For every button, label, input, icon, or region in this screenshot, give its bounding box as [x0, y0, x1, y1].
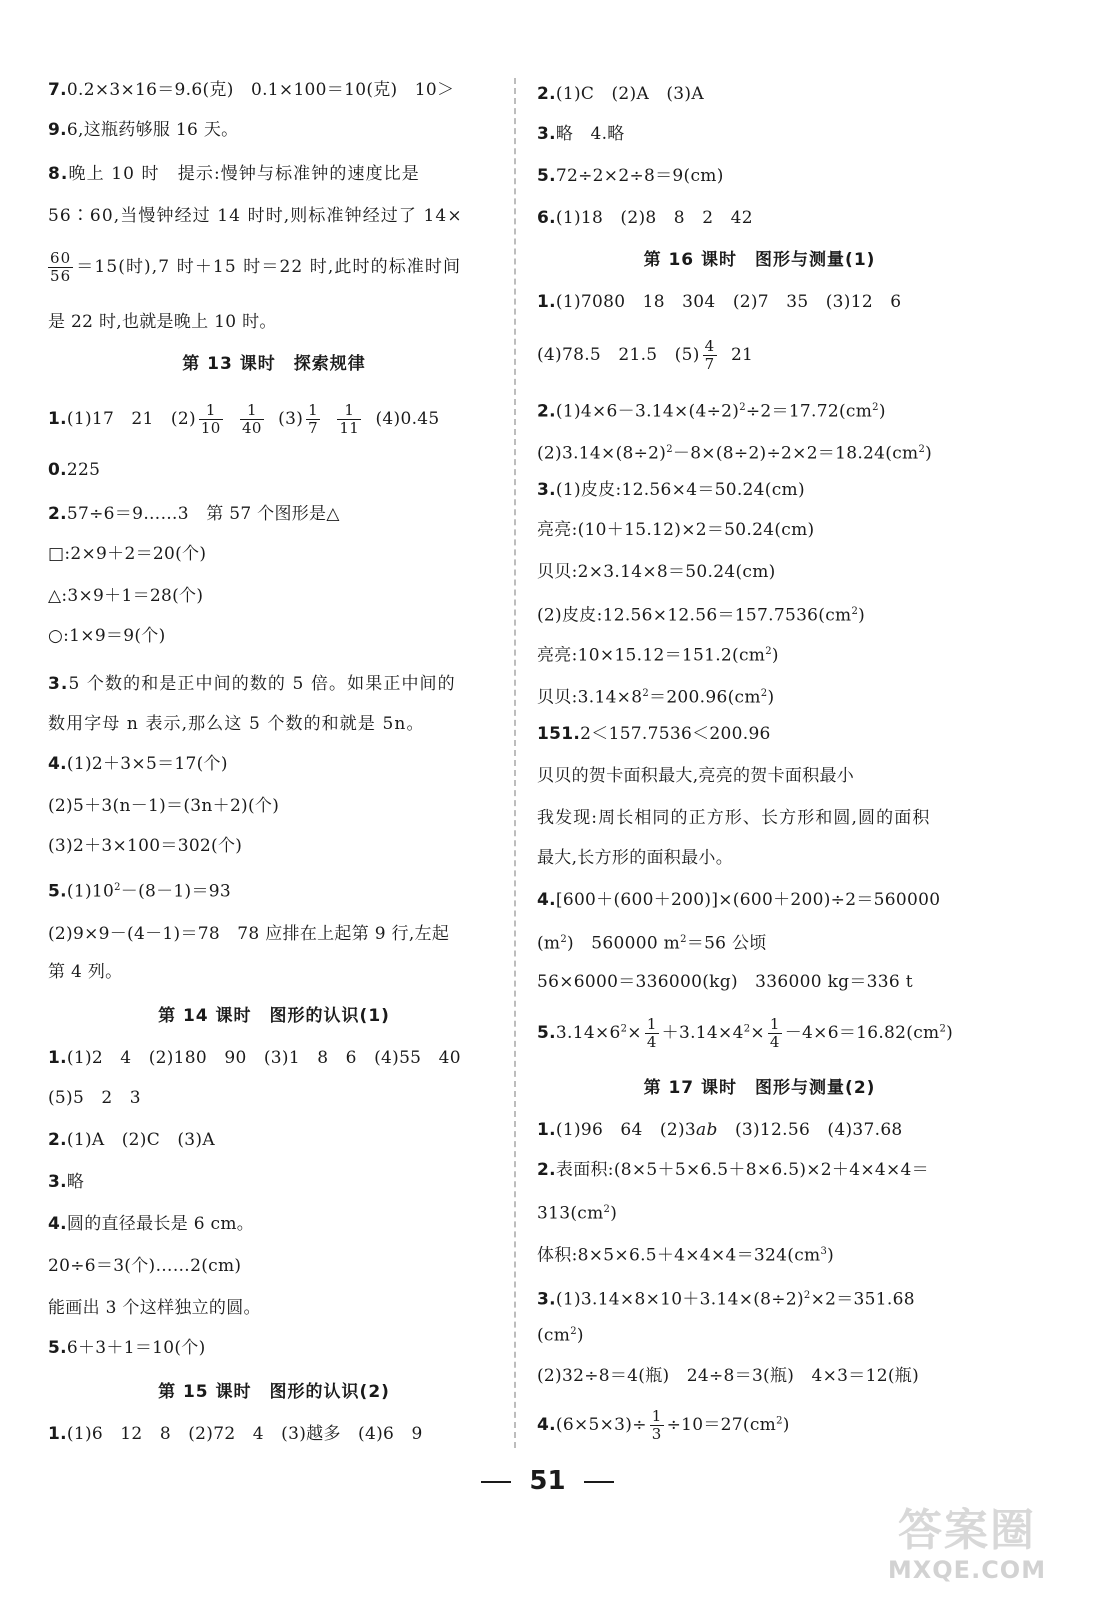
- fraction: $\frac{1}{10}$: [200, 401, 221, 437]
- s17-answer-1: 1.(1)96 64 (2)3ab (3)12.56 (4)37.68: [537, 1120, 903, 1140]
- s16-answer-3-line-1: 3.(1)皮皮:12.56×4＝50.24(cm): [537, 480, 805, 500]
- answer-1-line-1: 1.(1)17 21 (2) $\frac{1}{10}$ $\frac{1}{40}$ (3) $\frac{1}{7}$ $\frac{1}{11}$ (4)0.45: [48, 401, 440, 437]
- section-heading-13: 第 13 课时 探索规律: [182, 354, 366, 374]
- answer-8-line-3: $\frac{60}{56}$ ＝15(时),7 时＋15 时＝22 时,此时的标准时间: [50, 249, 462, 285]
- fraction: $\frac{1}{4}$: [769, 1015, 780, 1051]
- s16-answer-3-line-9: 我发现:周长相同的正方形、长方形和圆,圆的面积: [537, 808, 931, 828]
- fraction: $\frac{1}{11}$: [339, 401, 360, 437]
- fraction: $\frac{4}{7}$: [704, 337, 715, 373]
- s14-answer-2: 2.(1)A (2)C (3)A: [48, 1130, 215, 1150]
- s17-answer-2-line-1: 2.表面积:(8×5＋5×6.5＋8×6.5)×2＋4×4×4＝: [537, 1160, 929, 1180]
- s16-answer-2-line-1: $2.(1)4\times 6-3.14\times(4\div 2)^2\div 2=17.72(cm^2)$: [537, 401, 886, 422]
- answer-4-line-1: 4.(1)2＋3×5＝17(个): [48, 754, 228, 774]
- answer-8-line-2: 56∶60,当慢钟经过 14 时时,则标准钟经过了 14×: [48, 206, 463, 226]
- s14-answer-4-line-1: 4.圆的直径最长是 6 cm。: [48, 1214, 255, 1234]
- page-number: 51: [0, 1466, 1095, 1496]
- answer-8-line-1: 8.晚上 10 时 提示:慢钟与标准钟的速度比是: [48, 164, 420, 184]
- s16-answer-3-line-3: 贝贝:2×3.14×8＝50.24(cm): [537, 562, 776, 582]
- s16-answer-4-line-3: 56×6000＝336000(kg) 336000 kg＝336 t: [537, 972, 913, 992]
- answer-5-line-2: (2)9×9－(4－1)＝78 78 应排在上起第 9 行,左起: [48, 924, 450, 944]
- section-heading-15: 第 15 课时 图形的认识(2): [158, 1382, 390, 1402]
- s16-answer-1-line-1: 1.(1)7080 18 304 (2)7 35 (3)12 6: [537, 292, 902, 312]
- answer-4-line-3: (3)2＋3×100＝302(个): [48, 836, 243, 856]
- fraction: $\frac{1}{40}$: [242, 401, 262, 437]
- s17-answer-4: 4.(6×5×3)÷ $\frac{1}{3}$ $\div 10=27(cm^2)$: [537, 1407, 790, 1443]
- s17-answer-3-line-2: $(cm^2)$: [537, 1325, 584, 1346]
- section-heading-14: 第 14 课时 图形的认识(1): [158, 1006, 390, 1026]
- s15-answer-2: 2.(1)C (2)A (3)A: [537, 84, 704, 104]
- answer-3-line-2: 数用字母 n 表示,那么这 5 个数的和就是 5n。: [48, 714, 425, 734]
- s16-answer-3-line-7: 151.2＜157.7536＜200.96: [537, 724, 771, 744]
- s14-answer-1-line-1: 1.(1)2 4 (2)180 90 (3)1 8 6 (4)55 40: [48, 1048, 461, 1068]
- s16-answer-3-line-6: 贝贝$:3.14\times 8^2=200.96(cm^2)$: [537, 687, 775, 708]
- answer-5-line-3: 第 4 列。: [48, 962, 123, 982]
- s16-answer-3-line-5: 亮亮$:10\times 15.12=151.2(cm^2)$: [537, 645, 779, 666]
- s16-answer-3-line-4: (2)皮皮$:12.56\times 12.56=157.7536(cm^2)$: [537, 605, 866, 626]
- column-divider: [514, 78, 516, 1448]
- answer-1-line-2: 0.225: [48, 460, 101, 480]
- s14-answer-3: 3.略: [48, 1172, 85, 1192]
- s16-answer-3-line-8: 贝贝的贺卡面积最大,亮亮的贺卡面积最小: [537, 766, 855, 786]
- s16-answer-3-line-10: 最大,长方形的面积最小。: [537, 848, 734, 868]
- fraction: $\frac{1}{7}$: [308, 401, 318, 437]
- s15-answer-3-4: 3.略 4.略: [537, 124, 625, 144]
- section-heading-17: 第 17 课时 图形与测量(2): [643, 1078, 876, 1098]
- answer-7-line-1: 7.0.2×3×16＝9.6(克) 0.1×100＝10(克) 10＞: [48, 80, 455, 100]
- s16-answer-3-line-2: 亮亮:(10＋15.12)×2＝50.24(cm): [537, 520, 815, 540]
- section-heading-16: 第 16 课时 图形与测量(1): [643, 250, 876, 270]
- s16-answer-1-line-2: (4)78.5 21.5 (5) $\frac{4}{7}$ 21: [537, 337, 754, 373]
- answer-2-line-1: 2.57÷6＝9……3 第 57 个图形是△: [48, 504, 340, 524]
- answer-2-line-4: ○:1×9＝9(个): [48, 626, 166, 646]
- fraction: $\frac{1}{4}$: [646, 1015, 657, 1051]
- fraction: $\frac{1}{3}$: [651, 1407, 662, 1443]
- watermark-logo: 答案圈 MXQE.COM: [887, 1505, 1047, 1584]
- s17-answer-3-line-1: $3.(1)3.14\times 8\times 10+3.14\times(8\div 2)^2\times 2=351.68$: [537, 1289, 915, 1310]
- s16-answer-4-line-2: $(m^2)$ 560000 $m^2=56$ 公顷: [537, 933, 767, 954]
- s14-answer-4-line-3: 能画出 3 个这样独立的圆。: [48, 1298, 261, 1318]
- s16-answer-2-line-2: $(2)3.14\times(8\div 2)^2-8\times(8\div 2)\div 2\times 2=18.24(cm^2)$: [537, 443, 933, 464]
- s15-answer-5: 5.72÷2×2÷8＝9(cm): [537, 166, 724, 186]
- s17-answer-2-line-2: $313(cm^2)$: [537, 1203, 618, 1224]
- s14-answer-1-line-2: (5)5 2 3: [48, 1088, 141, 1108]
- s16-answer-5: $5.3.14\times 6^2\times$ $\frac{1}{4}$ $+3.14\times 4^2\times$ $\frac{1}{4}$ $-4\times 6=16.82(cm^2)$: [537, 1015, 954, 1051]
- answer-3-line-1: 3.5 个数的和是正中间的数的 5 倍。如果正中间的: [48, 674, 456, 694]
- dash-left: [481, 1481, 511, 1483]
- s16-answer-4-line-1: 4.[600＋(600＋200)]×(600＋200)÷2＝560000: [537, 890, 941, 910]
- answer-5-line-1: $5.(1)10^2-(8-1)=93$: [48, 881, 232, 902]
- s14-answer-4-line-2: 20÷6＝3(个)……2(cm): [48, 1256, 242, 1276]
- s15-answer-1: 1.(1)6 12 8 (2)72 4 (3)越多 (4)6 9: [48, 1424, 423, 1444]
- dash-right: [584, 1481, 614, 1483]
- s15-answer-6: 6.(1)18 (2)8 8 2 42: [537, 208, 753, 228]
- answer-8-line-4: 是 22 时,也就是晚上 10 时。: [48, 312, 277, 332]
- answer-4-line-2: (2)5＋3(n－1)＝(3n＋2)(个): [48, 796, 280, 816]
- answer-2-line-2: □:2×9＋2＝20(个): [48, 544, 207, 564]
- s14-answer-5: 5.6＋3＋1＝10(个): [48, 1338, 206, 1358]
- s17-answer-2-line-3: 体积$:8\times 5\times 6.5+4\times 4\times 4=324(cm^3)$: [537, 1245, 835, 1266]
- answer-7-line-2: 9.6,这瓶药够服 16 天。: [48, 120, 239, 140]
- s17-answer-3-line-3: (2)32÷8＝4(瓶) 24÷8＝3(瓶) 4×3＝12(瓶): [537, 1366, 919, 1386]
- fraction: $\frac{60}{56}$: [50, 249, 72, 285]
- answer-2-line-3: △:3×9＋1＝28(个): [48, 586, 204, 606]
